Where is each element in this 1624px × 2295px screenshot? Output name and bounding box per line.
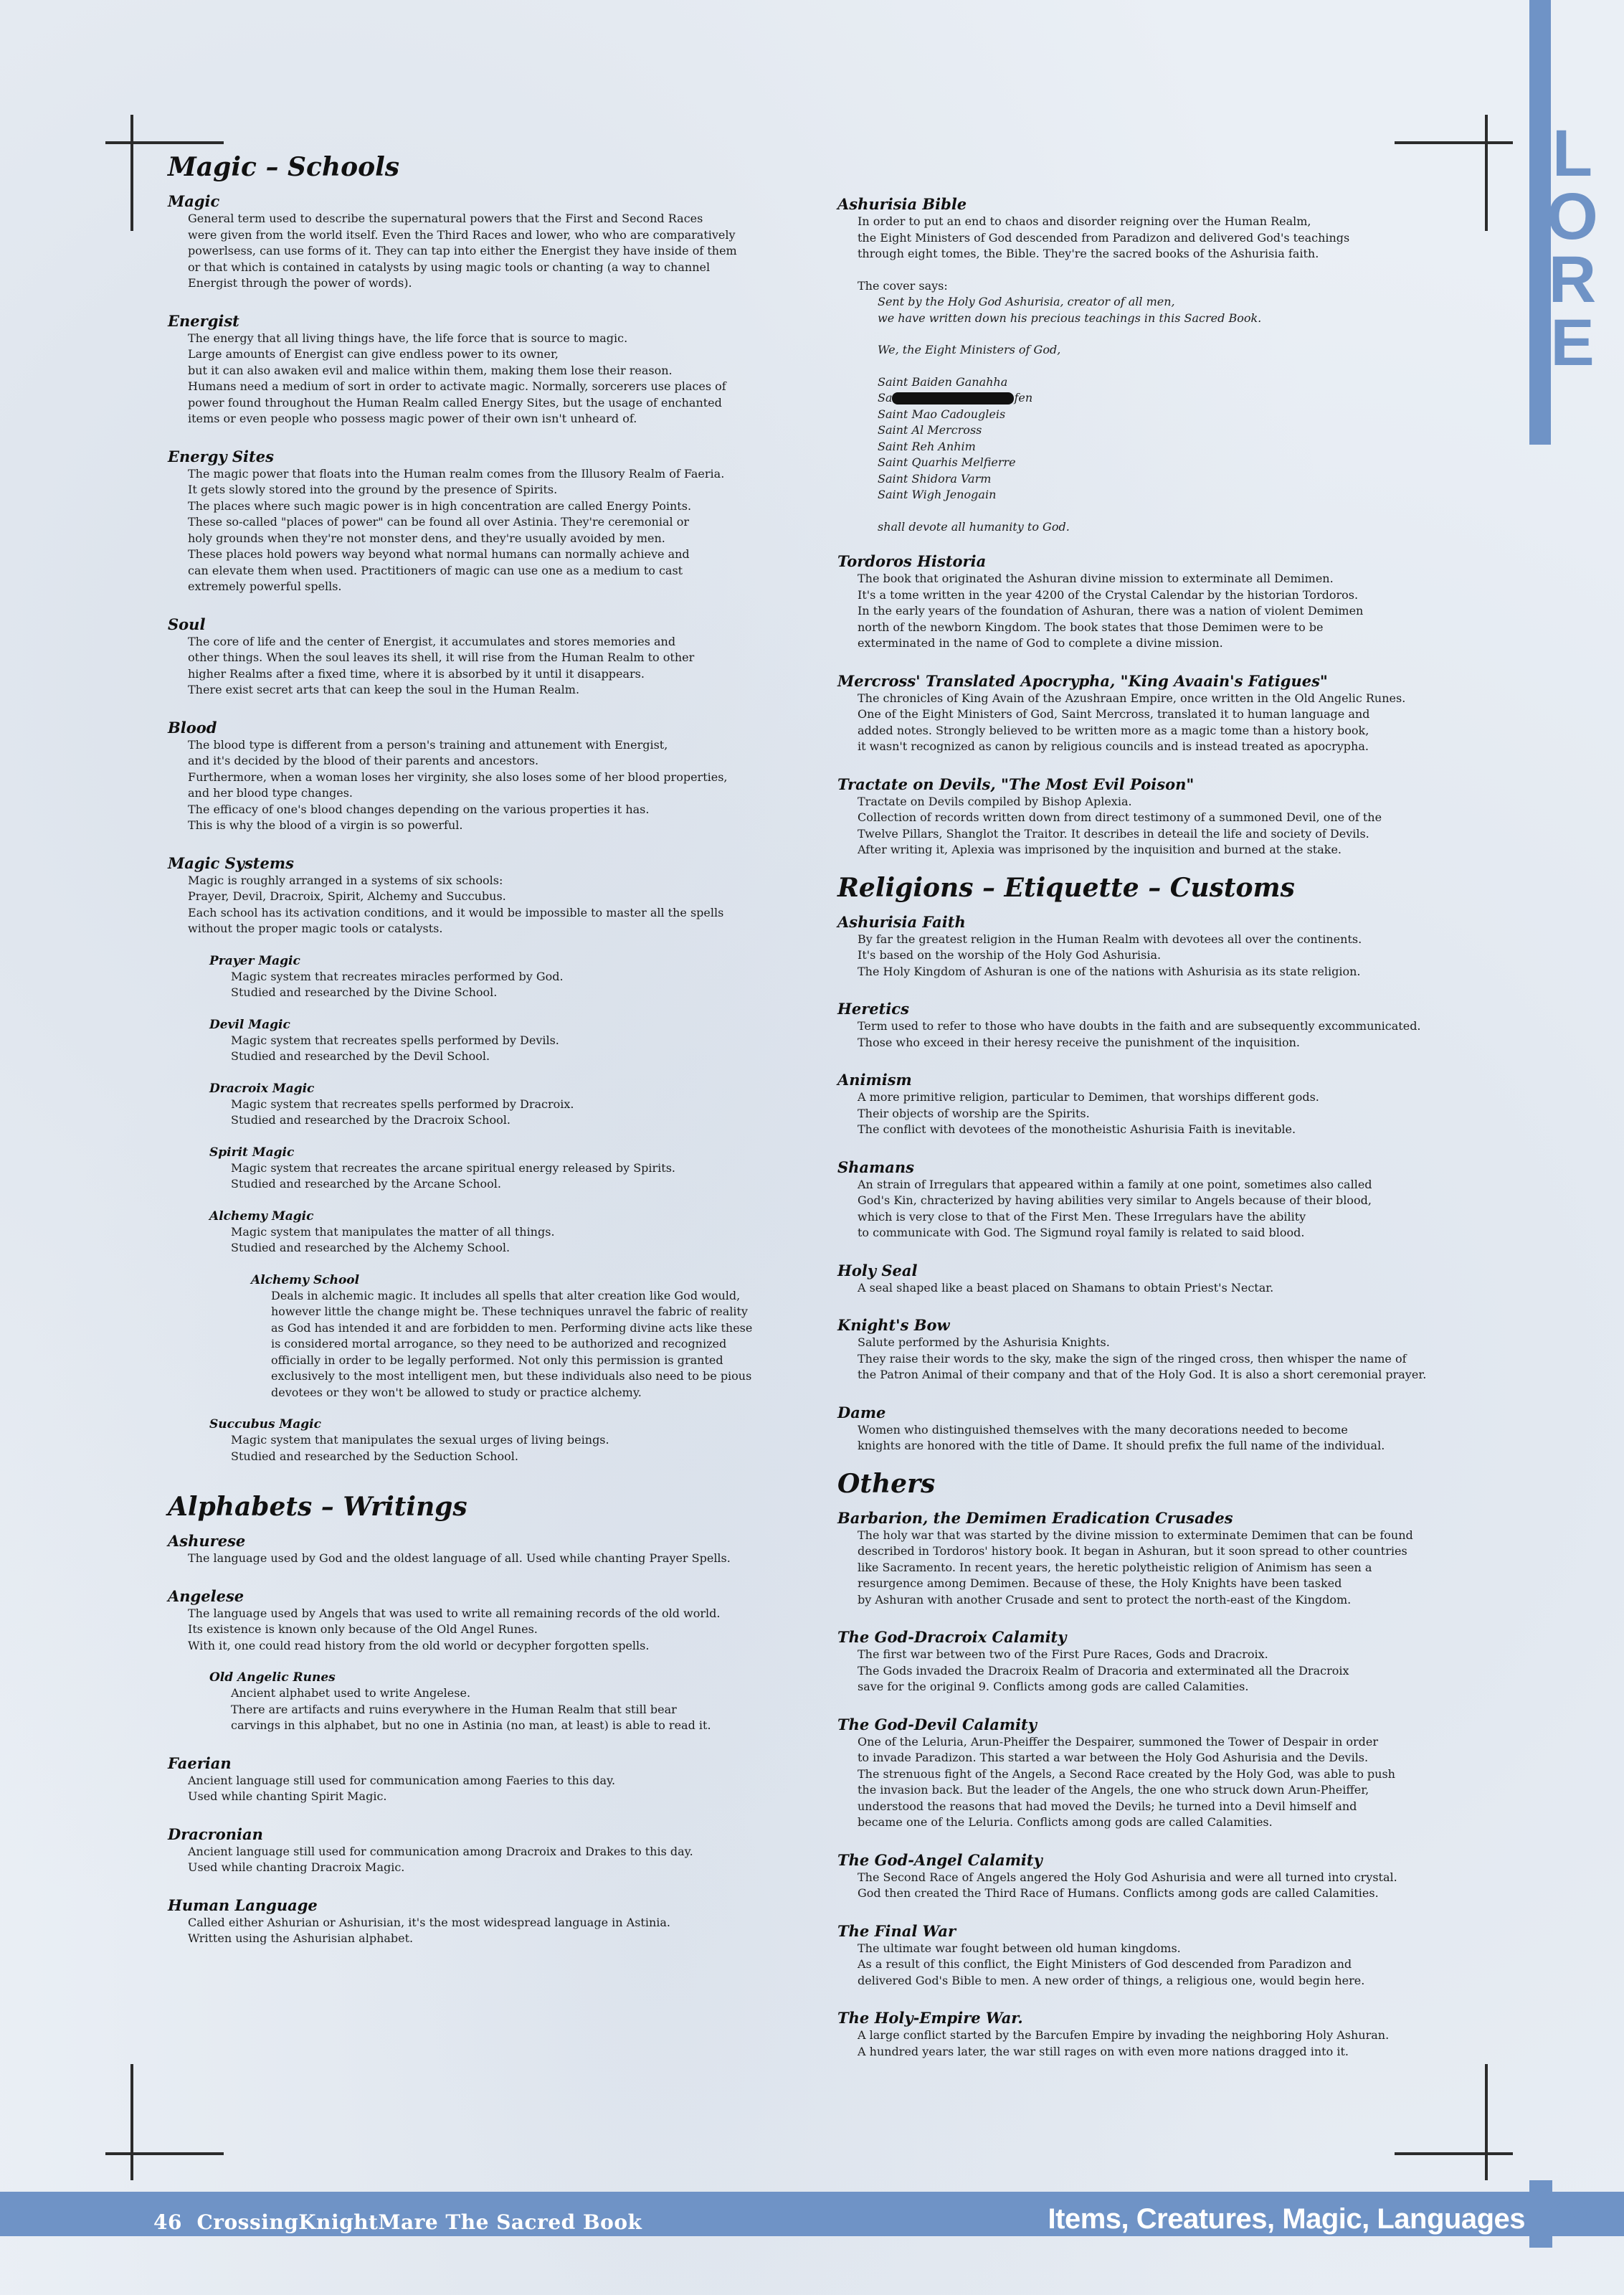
entry-line: delivered God's Bible to men. A new order of things, a religious one, would begin here. xyxy=(858,1973,1365,1987)
entry-line: These places hold powers way beyond what normal humans can normally achieve and xyxy=(188,547,690,561)
entry-line: Used while chanting Spirit Magic. xyxy=(188,1789,387,1803)
entry-term: The God-Devil Calamity xyxy=(837,1715,1037,1733)
entry-term: Human Language xyxy=(168,1896,318,1914)
entry-line: understood the reasons that had moved the Devils; he turned into a Devil himself and xyxy=(858,1799,1357,1813)
entry-line: Studied and researched by the Divine School. xyxy=(231,985,498,999)
entry-line: God then created the Third Race of Humans. Conflicts among gods are called Calamities. xyxy=(858,1886,1379,1900)
entry-soul xyxy=(168,615,792,699)
entry-line: however little the change might be. These techniques unravel the fabric of reality xyxy=(271,1305,748,1318)
entry-body xyxy=(858,932,1483,980)
entry-line: officially in order to be legally performed. Not only this permission is granted xyxy=(271,1353,723,1367)
entry-holy-empire-war xyxy=(837,2009,1483,2060)
entry-line: shall devote all humanity to God. xyxy=(878,519,1070,534)
crop-mark-bottom-left-v xyxy=(130,2064,133,2180)
saint-name: Saint Shidora Varm xyxy=(878,471,992,486)
entry-line: through eight tomes, the Bible. They're the sacred books of the Ashurisia faith. xyxy=(858,247,1319,260)
entry-shamans xyxy=(837,1158,1483,1241)
entry-line: Furthermore, when a woman loses her virginity, she also loses some of her blood properties, xyxy=(188,770,728,784)
entry-line: As a result of this conflict, the Eight Ministers of God descended from Paradizon and xyxy=(858,1957,1352,1971)
footer-page-number: 46 xyxy=(1549,2185,1594,2230)
entry-body xyxy=(188,466,792,595)
entry-devil-magic xyxy=(209,1017,792,1065)
entry-line: resurgence among Demimen. Because of these, the Holy Knights have been tasked xyxy=(858,1576,1342,1590)
entry-body xyxy=(188,1773,792,1805)
entry-angelese xyxy=(168,1587,792,1655)
side-tab-letter: L xyxy=(1552,117,1593,190)
entry-body xyxy=(858,2027,1483,2060)
side-tab-letter: E xyxy=(1550,306,1595,379)
entry-body xyxy=(188,331,792,427)
entry-line: Energist through the power of words). xyxy=(188,276,412,290)
entry-line: as God has intended it and are forbidden to men. Performing divine acts like these xyxy=(271,1320,753,1335)
entry-body xyxy=(188,1606,792,1655)
entry-mercross-apocrypha xyxy=(837,672,1483,755)
entry-line: We, the Eight Ministers of God, xyxy=(878,343,1061,356)
entry-line: In the early years of the foundation of Ashuran, there was a nation of violent Demimen xyxy=(858,604,1364,617)
entry-term: Alchemy School xyxy=(251,1272,360,1287)
entry-line: north of the newborn Kingdom. The book states that those Demimen were to be xyxy=(858,620,1324,634)
entry-term: Animism xyxy=(837,1071,912,1089)
entry-line: In order to put an end to chaos and disorder reigning over the Human Realm, xyxy=(858,214,1311,228)
entry-body xyxy=(188,1551,792,1567)
entry-body xyxy=(858,1647,1483,1695)
entry-line: A more primitive religion, particular to Demimen, that worships different gods. xyxy=(858,1090,1319,1104)
entry-line: The magic power that floats into the Human realm comes from the Illusory Realm of Faeria. xyxy=(188,466,725,481)
saint-name: Saint Reh Anhim xyxy=(878,439,976,453)
entry-line: we have written down his precious teachings in this Sacred Book. xyxy=(878,311,1262,325)
side-tab-lore[interactable] xyxy=(1547,117,1598,379)
entry-line: and her blood type changes. xyxy=(188,786,353,800)
entry-ashurisia-bible xyxy=(837,195,1483,535)
entry-line: The energy that all living things have, the life force that is source to magic. xyxy=(188,331,628,345)
entry-line: The efficacy of one's blood changes depending on the various properties it has. xyxy=(188,802,650,816)
entry-magic xyxy=(168,192,792,292)
entry-line: can elevate them when used. Practitioners of magic can use one as a medium to cast xyxy=(188,563,683,577)
entry-line: powerlsess, can use forms of it. They can tap into either the Energist they have inside of them xyxy=(188,244,737,257)
entry-line: The Gods invaded the Dracroix Realm of Dracoria and exterminated all the Dracroix xyxy=(858,1663,1349,1678)
saint-name: Saint Mao Cadougleis xyxy=(878,407,1006,421)
entry-line: Their objects of worship are the Spirits. xyxy=(858,1106,1090,1120)
entry-line: The blood type is different from a person's training and attunement with Energist, xyxy=(188,737,668,752)
footer-section-title: Items, Creatures, Magic, Languages xyxy=(1048,2203,1525,2235)
entry-line: Studied and researched by the Arcane School. xyxy=(231,1177,501,1191)
section-heading-others: Others xyxy=(837,1468,936,1499)
entry-line: carvings in this alphabet, but no one in Astinia (no man, at least) is able to read it. xyxy=(231,1718,711,1732)
entry-line: The ultimate war fought between old human kingdoms. xyxy=(858,1941,1181,1955)
entry-spirit-magic xyxy=(209,1145,792,1193)
entry-term: Succubus Magic xyxy=(209,1417,321,1432)
entry-line: The strenuous fight of the Angels, a Second Race created by the Holy God, was able to push xyxy=(858,1766,1395,1781)
entry-magic-systems xyxy=(168,854,792,937)
entry-term: Energy Sites xyxy=(168,447,274,465)
entry-term: Magic Systems xyxy=(168,853,294,872)
entry-term: Tractate on Devils, "The Most Evil Poison" xyxy=(837,775,1195,793)
entry-line: Ancient language still used for communication among Faeries to this day. xyxy=(188,1773,616,1787)
entry-term: The God-Angel Calamity xyxy=(837,1850,1043,1869)
entry-line: Twelve Pillars, Shanglot the Traitor. It describes in deteail the life and society of Devils. xyxy=(858,826,1369,841)
entry-prayer-magic xyxy=(209,953,792,1001)
entry-alchemy-school xyxy=(251,1272,792,1401)
entry-barbarion xyxy=(837,1509,1483,1609)
entry-term: Old Angelic Runes xyxy=(209,1670,336,1685)
entry-line: It gets slowly stored into the ground by the presence of Spirits. xyxy=(188,483,558,496)
entry-line: The language used by God and the oldest language of all. Used while chanting Prayer Spells. xyxy=(188,1551,731,1565)
entry-line: or that which is contained in catalysts by using magic tools or chanting (a way to channel xyxy=(188,260,711,274)
entry-line: exterminated in the name of God to complete a divine mission. xyxy=(858,636,1223,650)
entry-body xyxy=(188,737,792,834)
entry-body xyxy=(188,634,792,699)
entry-line: added notes. Strongly believed to be written more as a magic tome than a history book, xyxy=(858,723,1369,737)
entry-body xyxy=(858,794,1483,858)
entry-blood xyxy=(168,719,792,834)
entry-line: became one of the Leluria. Conflicts among gods are called Calamities. xyxy=(858,1815,1273,1829)
entry-line: the Eight Ministers of God descended from Paradizon and delivered God's teachings xyxy=(858,230,1350,245)
crop-mark-top-left-v xyxy=(130,115,133,231)
redaction-bar xyxy=(892,392,1014,404)
entry-line: A seal shaped like a beast placed on Shamans to obtain Priest's Nectar. xyxy=(858,1280,1274,1295)
entry-line: The first war between two of the First Pure Races, Gods and Dracroix. xyxy=(858,1647,1268,1661)
entry-line: by Ashuran with another Crusade and sent to protect the north-east of the Kingdom. xyxy=(858,1592,1352,1606)
section-heading-religions: Religions – Etiquette – Customs xyxy=(837,872,1295,903)
entry-line: By far the greatest religion in the Human Realm with devotees all over the continents. xyxy=(858,932,1362,946)
entry-line: were given from the world itself. Even the Third Races and lower, who who are comparatively xyxy=(188,227,736,242)
entry-term: Faerian xyxy=(168,1754,232,1772)
entry-line: The language used by Angels that was used to write all remaining records of the old world. xyxy=(188,1606,721,1620)
entry-body xyxy=(858,691,1483,755)
entry-line: The places where such magic power is in high concentration are called Energy Points. xyxy=(188,498,692,513)
entry-line: Collection of records written down from direct testimony of a summoned Devil, one of the xyxy=(858,810,1382,824)
entry-body xyxy=(188,1844,792,1876)
entry-line: An strain of Irregulars that appeared within a family at one point, sometimes also called xyxy=(858,1177,1372,1191)
entry-term: Blood xyxy=(168,718,217,737)
entry-line: items or even people who possess magic power of their own isn't unheard of. xyxy=(188,412,637,425)
entry-animism xyxy=(837,1071,1483,1138)
entry-line: A large conflict started by the Barcufen Empire by invading the neighboring Holy Ashuran. xyxy=(858,2028,1390,2042)
entry-line: They raise their words to the sky, make the sign of the ringed cross, then whisper the name of xyxy=(858,1351,1407,1366)
entry-line: described in Tordoros' history book. It began in Ashuran, but it soon spread to other countries xyxy=(858,1544,1407,1558)
entry-term: Angelese xyxy=(168,1586,244,1605)
entry-body xyxy=(858,571,1483,652)
entry-body xyxy=(858,1734,1483,1831)
entry-line: Deals in alchemic magic. It includes all spells that alter creation like God would, xyxy=(271,1288,741,1302)
entry-body xyxy=(231,969,792,1001)
entry-line: Magic system that recreates spells performed by Dracroix. xyxy=(231,1097,574,1111)
entry-line: Studied and researched by the Seduction School. xyxy=(231,1449,518,1463)
entry-line: Ancient alphabet used to write Angelese. xyxy=(231,1686,471,1700)
entry-line: Tractate on Devils compiled by Bishop Aplexia. xyxy=(858,794,1132,808)
entry-body xyxy=(858,1280,1483,1297)
entry-knights-bow xyxy=(837,1316,1483,1383)
entry-term: Prayer Magic xyxy=(209,953,300,968)
section-heading-alphabets: Alphabets – Writings xyxy=(168,1492,467,1522)
entry-heretics xyxy=(837,1000,1483,1051)
side-tab-letter: O xyxy=(1547,180,1598,253)
entry-dame xyxy=(837,1404,1483,1454)
entry-line: Term used to refer to those who have doubts in the faith and are subsequently excommunicated. xyxy=(858,1019,1421,1033)
entry-term: Dracroix Magic xyxy=(209,1081,315,1096)
crop-mark-top-right-h xyxy=(1395,141,1513,144)
entry-line: higher Realms after a fixed time, where it is absorbed by it until it disappears. xyxy=(188,666,645,681)
entry-line: Prayer, Devil, Dracroix, Spirit, Alchemy and Succubus. xyxy=(188,889,506,903)
entry-line: Called either Ashurian or Ashurisian, it's the most widespread language in Astinia. xyxy=(188,1915,670,1929)
entry-line: and it's decided by the blood of their parents and ancestors. xyxy=(188,754,539,767)
entry-term: Tordoros Historia xyxy=(837,552,987,570)
entry-human-language xyxy=(168,1896,792,1947)
entry-line: extremely powerful spells. xyxy=(188,579,342,593)
entry-line: exclusively to the most intelligent men, but these individuals also need to be pious xyxy=(271,1369,752,1383)
entry-line: The book that originated the Ashuran divine mission to exterminate all Demimen. xyxy=(858,572,1334,585)
entry-body xyxy=(271,1288,792,1401)
entry-line: With it, one could read history from the old world or decypher forgotten spells. xyxy=(188,1638,650,1652)
entry-line: There are artifacts and ruins everywhere in the Human Realm that still bear xyxy=(231,1702,677,1716)
entry-line: Salute performed by the Ashurisia Knights. xyxy=(858,1335,1110,1349)
entry-line: Large amounts of Energist can give endless power to its owner, xyxy=(188,347,559,361)
entry-term: The God-Dracroix Calamity xyxy=(837,1628,1067,1646)
entry-line: without the proper magic tools or catalysts. xyxy=(188,922,443,935)
crop-mark-bottom-right-h xyxy=(1395,2152,1513,2155)
entry-line: like Sacramento. In recent years, the heretic polytheistic religion of Animism has seen a xyxy=(858,1560,1372,1574)
entry-line: Magic system that recreates the arcane spiritual energy released by Spirits. xyxy=(231,1160,675,1175)
entry-line: the Patron Animal of their company and that of the Holy God. It is also a short ceremonial prayer. xyxy=(858,1368,1427,1381)
entry-god-devil-calamity xyxy=(837,1716,1483,1831)
entry-line: Written using the Ashurisian alphabet. xyxy=(188,1931,414,1945)
entry-line: is considered mortal arrogance, so they need to be authorized and recognized xyxy=(271,1337,727,1350)
entry-line: to invade Paradizon. This started a war between the Holy God Ashurisia and the Devils. xyxy=(858,1751,1369,1764)
entry-line: These so-called "places of power" can be found all over Astinia. They're ceremonial or xyxy=(188,515,689,529)
section-heading-magic-schools: Magic – Schools xyxy=(168,152,400,182)
bible-cover-text xyxy=(878,294,1483,535)
entry-line: holy grounds when they're not monster dens, and they're usually avoided by men. xyxy=(188,531,665,545)
saint-name: Saint Quarhis Melfierre xyxy=(878,455,1016,469)
entry-body xyxy=(858,1870,1483,1902)
entry-final-war xyxy=(837,1922,1483,1989)
entry-line: Ancient language still used for communication among Dracroix and Drakes to this day. xyxy=(188,1844,693,1858)
entry-body xyxy=(858,1177,1483,1241)
entry-term: Magic xyxy=(168,192,220,210)
entry-line: Magic system that recreates miracles performed by God. xyxy=(231,969,564,983)
entry-line: Its existence is known only because of the Old Angel Runes. xyxy=(188,1622,538,1636)
entry-body xyxy=(858,1528,1483,1609)
entry-line: The chronicles of King Avain of the Azushraan Empire, once written in the Old Angelic Runes. xyxy=(858,691,1406,705)
entry-line: General term used to describe the supernatural powers that the First and Second Races xyxy=(188,212,703,225)
entry-term: Heretics xyxy=(837,1000,909,1018)
entry-line: After writing it, Aplexia was imprisoned by the inquisition and burned at the stake. xyxy=(858,843,1342,856)
crop-mark-bottom-right-v xyxy=(1485,2064,1488,2180)
entry-body xyxy=(231,1224,792,1257)
saint-name: Saint Al Mercross xyxy=(878,423,982,437)
entry-body xyxy=(231,1685,792,1734)
entry-term: Alchemy Magic xyxy=(209,1208,314,1224)
entry-line: Studied and researched by the Dracroix School. xyxy=(231,1113,511,1127)
footer-book-title xyxy=(153,2210,642,2234)
entry-term: Ashurese xyxy=(168,1532,246,1550)
page-number: 46 xyxy=(153,2210,182,2234)
entry-term: Barbarion, the Demimen Eradication Crusades xyxy=(837,1508,1233,1527)
entry-body xyxy=(858,1335,1483,1383)
entry-term: Mercross' Translated Apocrypha, "King Avaain's Fatigues" xyxy=(837,671,1328,690)
crop-mark-top-right-v xyxy=(1485,115,1488,231)
entry-energist xyxy=(168,312,792,427)
saint-name: Saint Wigh Jenogain xyxy=(878,488,997,501)
entry-line: Magic is roughly arranged in a systems of six schools: xyxy=(188,873,503,887)
entry-line: Magic system that recreates spells performed by Devils. xyxy=(231,1033,559,1047)
entry-energy-sites xyxy=(168,448,792,595)
entry-line: Sent by the Holy God Ashurisia, creator of all men, xyxy=(878,295,1175,308)
entry-term: Devil Magic xyxy=(209,1017,290,1032)
entry-line: other things. When the soul leaves its shell, it will rise from the Human Realm to other xyxy=(188,650,695,664)
entry-line: God's Kin, chracterized by having abilities very similar to Angels because of their blood, xyxy=(858,1193,1372,1207)
entry-line: which is very close to that of the First Men. These Irregulars have the ability xyxy=(858,1209,1306,1224)
entry-line: it wasn't recognized as canon by religious councils and is instead treated as apocrypha. xyxy=(858,739,1369,753)
entry-alchemy-magic xyxy=(209,1208,792,1257)
entry-body xyxy=(231,1160,792,1193)
entry-line: The Second Race of Angels angered the Holy God Ashurisia and were all turned into crystal. xyxy=(858,1870,1397,1884)
entry-line: devotees or they won't be allowed to study or practice alchemy. xyxy=(271,1385,642,1399)
entry-ashurisia-faith xyxy=(837,913,1483,980)
entry-line: Women who distinguished themselves with the many decorations needed to become xyxy=(858,1422,1348,1437)
entry-tordoros-historia xyxy=(837,552,1483,652)
entry-term: The Holy-Empire War. xyxy=(837,2009,1023,2027)
entry-line: There exist secret arts that can keep the soul in the Human Realm. xyxy=(188,683,580,696)
entry-line: Studied and researched by the Alchemy School. xyxy=(231,1241,511,1254)
entry-line: but it can also awaken evil and malice within them, making them lose their reason. xyxy=(188,363,673,377)
entry-line: power found throughout the Human Realm called Energy Sites, but the usage of enchanted xyxy=(188,395,722,410)
entry-body xyxy=(858,214,1483,535)
entry-term: Soul xyxy=(168,615,206,633)
entry-body xyxy=(231,1432,792,1464)
entry-line: The holy war that was started by the divine mission to exterminate Demimen that can be found xyxy=(858,1528,1413,1542)
entry-body xyxy=(858,1422,1483,1454)
entry-line: Magic system that manipulates the sexual urges of living beings. xyxy=(231,1433,609,1447)
entry-god-angel-calamity xyxy=(837,1851,1483,1902)
entry-line: The Holy Kingdom of Ashuran is one of the nations with Ashurisia as its state religion. xyxy=(858,964,1361,978)
entry-term: Shamans xyxy=(837,1158,914,1176)
book-title: CrossingKnightMare The Sacred Book xyxy=(196,2210,642,2234)
entry-body xyxy=(188,211,792,292)
entry-term: Holy Seal xyxy=(837,1261,918,1279)
entry-line: The core of life and the center of Energist, it accumulates and stores memories and xyxy=(188,634,676,648)
entry-line: to communicate with God. The Sigmund royal family is related to said blood. xyxy=(858,1226,1305,1239)
entry-line: One of the Leluria, Arun-Pheiffer the Despairer, summoned the Tower of Despair in order xyxy=(858,1734,1378,1749)
right-column xyxy=(837,195,1483,2080)
entry-line: the invasion back. But the leader of the Angels, the one who struck down Arun-Pheiffer, xyxy=(858,1783,1369,1797)
entry-line: knights are honored with the title of Dame. It should prefix the full name of the individual. xyxy=(858,1439,1385,1452)
side-tab-letter: R xyxy=(1548,243,1597,316)
entry-line: This is why the blood of a virgin is so powerful. xyxy=(188,818,463,832)
entry-old-angelic-runes xyxy=(209,1670,792,1734)
entry-body xyxy=(858,1941,1483,1989)
entry-dracroix-magic xyxy=(209,1081,792,1129)
entry-term: The Final War xyxy=(837,1921,956,1940)
entry-line: It's a tome written in the year 4200 of the Crystal Calendar by the historian Tordoros. xyxy=(858,587,1359,602)
entry-term: Knight's Bow xyxy=(837,1316,950,1334)
entry-line: Magic system that manipulates the matter of all things. xyxy=(231,1224,555,1239)
left-column xyxy=(168,151,792,1967)
entry-dracronian xyxy=(168,1825,792,1876)
entry-body xyxy=(231,1033,792,1065)
entry-body xyxy=(188,873,792,937)
entry-term: Dracronian xyxy=(168,1825,263,1843)
entry-ashurese xyxy=(168,1532,792,1567)
entry-line: Humans need a medium of sort in order to activate magic. Normally, sorcerers use places of xyxy=(188,379,726,393)
entry-god-dracroix-calamity xyxy=(837,1628,1483,1695)
entry-body xyxy=(858,1018,1483,1051)
entry-faerian xyxy=(168,1754,792,1805)
entry-holy-seal xyxy=(837,1262,1483,1297)
redacted-saint-name: Sa fen xyxy=(878,391,1033,404)
entry-body xyxy=(858,1089,1483,1138)
entry-body xyxy=(188,1915,792,1947)
crop-mark-top-left-h xyxy=(105,141,224,144)
entry-line: Those who exceed in their heresy receive the punishment of the inquisition. xyxy=(858,1035,1301,1049)
entry-term: Ashurisia Faith xyxy=(837,912,966,931)
entry-body xyxy=(231,1097,792,1129)
entry-line: The conflict with devotees of the monotheistic Ashurisia Faith is inevitable. xyxy=(858,1122,1296,1136)
entry-term: Spirit Magic xyxy=(209,1145,295,1160)
entry-tractate-on-devils xyxy=(837,775,1483,858)
entry-succubus-magic xyxy=(209,1416,792,1464)
entry-line: It's based on the worship of the Holy God Ashurisia. xyxy=(858,948,1162,962)
entry-term: Ashurisia Bible xyxy=(837,195,967,213)
cover-says-label: The cover says: xyxy=(858,278,948,293)
entry-line: save for the original 9. Conflicts among gods are called Calamities. xyxy=(858,1680,1249,1693)
crop-mark-bottom-left-h xyxy=(105,2152,224,2155)
entry-line: Used while chanting Dracroix Magic. xyxy=(188,1860,405,1874)
entry-term: Dame xyxy=(837,1403,886,1421)
entry-line: A hundred years later, the war still rages on with even more nations dragged into it. xyxy=(858,2044,1349,2058)
entry-line: Studied and researched by the Devil School. xyxy=(231,1049,490,1063)
entry-line: One of the Eight Ministers of God, Saint Mercross, translated it to human language and xyxy=(858,707,1370,721)
entry-term: Energist xyxy=(168,311,239,330)
saint-name: Saint Baiden Ganahha xyxy=(878,374,1008,389)
entry-line: Each school has its activation conditions, and it would be impossible to master all the spells xyxy=(188,905,724,919)
